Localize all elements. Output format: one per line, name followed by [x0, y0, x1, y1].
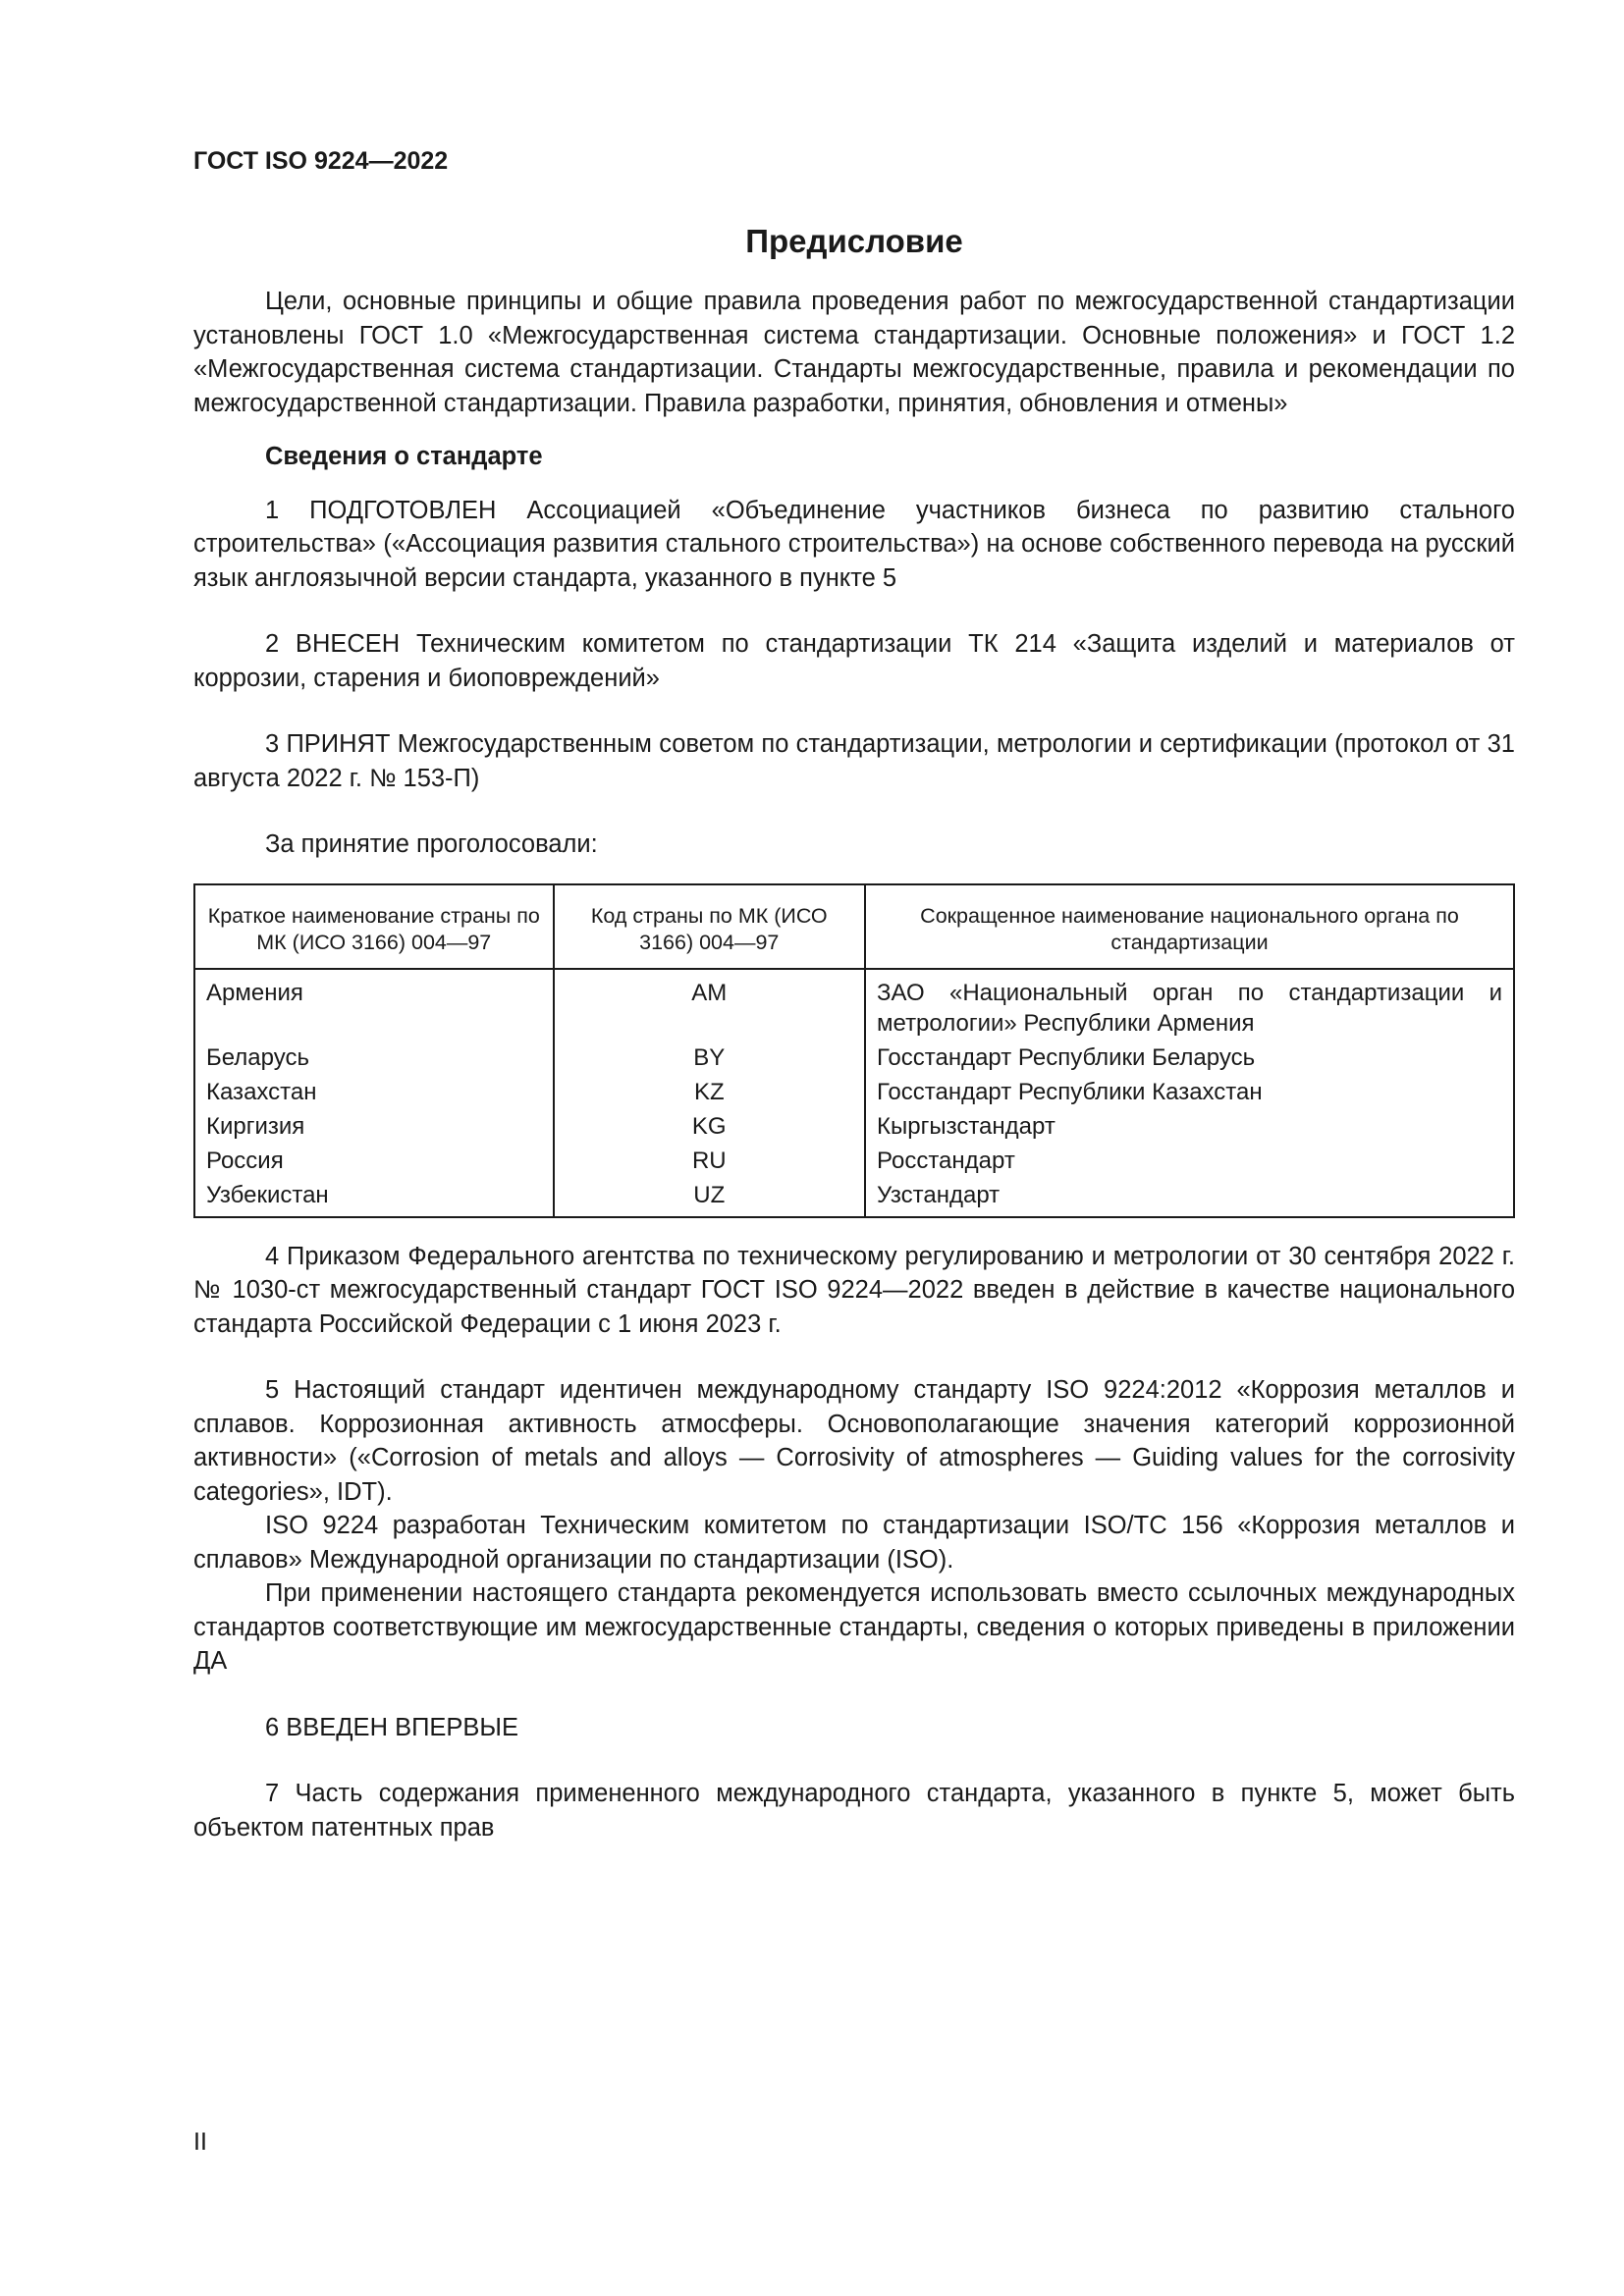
table-row — [194, 1041, 1514, 1075]
code-cell: KG — [554, 1109, 865, 1144]
organization-cell: ЗАО «Национальный орган по стандартизации и метрологии» Республики Армения — [865, 969, 1514, 1041]
table-row — [194, 1144, 1514, 1178]
country-cell: Узбекистан — [194, 1178, 554, 1217]
code-cell: AM — [554, 969, 865, 1041]
column-header-code: Код страны по МК (ИСО 3166) 004—97 — [554, 884, 865, 969]
code-cell: BY — [554, 1041, 865, 1075]
section-subheading: Сведения о стандарте — [265, 443, 543, 470]
code-cell: UZ — [554, 1178, 865, 1217]
code-cell: RU — [554, 1144, 865, 1178]
table-header-row — [194, 884, 1514, 969]
organization-cell: Госстандарт Республики Казахстан — [865, 1075, 1514, 1109]
table-row — [194, 1109, 1514, 1144]
document-header: ГОСТ ISO 9224—2022 — [193, 147, 449, 175]
country-cell: Беларусь — [194, 1041, 554, 1075]
vote-label: За принятие проголосовали: — [265, 830, 598, 858]
item-7-paragraph: 7 Часть содержания примененного международного стандарта, указанного в пункте 5, может быть объектом патентных прав — [193, 1780, 1515, 1842]
organization-cell: Госстандарт Республики Беларусь — [865, 1041, 1514, 1075]
column-header-organization: Сокращенное наименование национального органа по стандартизации — [865, 884, 1514, 969]
page-number: II — [193, 2128, 207, 2156]
page-content — [193, 285, 1515, 1844]
country-cell: Россия — [194, 1144, 554, 1178]
item-6-paragraph: 6 ВВЕДЕН ВПЕРВЫЕ — [265, 1713, 519, 1741]
country-cell: Киргизия — [194, 1109, 554, 1144]
table-row — [194, 1075, 1514, 1109]
intro-paragraph: Цели, основные принципы и общие правила проведения работ по межгосударственной стандартизации установлены ГОСТ 1.0 «Межгосударственная система стандартизации. Основные положения» и ГОСТ 1.2 «Межгосударственная система стандартизации. Стандарты межгосударственные, правила и рекомендации по межгосударственной стандартизации. Правила разработки, принятия, обновления и отмены» — [193, 288, 1515, 417]
organization-cell: Росстандарт — [865, 1144, 1514, 1178]
table-row — [194, 1178, 1514, 1217]
item-1-paragraph: 1 ПОДГОТОВЛЕН Ассоциацией «Объединение участников бизнеса по развитию стального строительства» («Ассоциация развития стального строительства») на основе собственного перевода на русский язык англоязычной версии стандарта, указанного в пункте 5 — [193, 496, 1515, 592]
item-3-paragraph: 3 ПРИНЯТ Межгосударственным советом по стандартизации, метрологии и сертификации (протокол от 31 августа 2022 г. № 153-П) — [193, 730, 1515, 792]
table-row — [194, 969, 1514, 1041]
country-cell: Казахстан — [194, 1075, 554, 1109]
organization-cell: Кыргызстандарт — [865, 1109, 1514, 1144]
item-4-paragraph: 4 Приказом Федерального агентства по техническому регулированию и метрологии от 30 сентября 2022 г. № 1030-ст межгосударственный стандарт ГОСТ ISO 9224—2022 введен в действие в качестве национального стандарта Российской Федерации с 1 июня 2023 г. — [193, 1242, 1515, 1338]
item-5-reference-paragraph: При применении настоящего стандарта рекомендуется использовать вместо ссылочных международных стандартов соответствующие им межгосударственные стандарты, сведения о которых приведены в приложении ДА — [193, 1579, 1515, 1675]
item-5-paragraph: 5 Настоящий стандарт идентичен международному стандарту ISO 9224:2012 «Коррозия металлов и сплавов. Коррозионная активность атмосферы. Основополагающие значения категорий коррозионной активности» («Corrosion of metals and alloys — Corrosivity of atmospheres — Guiding values for the corrosivity categories», IDT). — [193, 1376, 1515, 1506]
organization-cell: Узстандарт — [865, 1178, 1514, 1217]
item-5-iso-paragraph: ISO 9224 разработан Техническим комитетом по стандартизации ISO/TC 156 «Коррозия металлов и сплавов» Международной организации по стандартизации (ISO). — [193, 1512, 1515, 1574]
item-2-paragraph: 2 ВНЕСЕН Техническим комитетом по стандартизации ТК 214 «Защита изделий и материалов от коррозии, старения и биоповреждений» — [193, 630, 1515, 692]
country-cell: Армения — [194, 969, 554, 1041]
code-cell: KZ — [554, 1075, 865, 1109]
voting-countries-table — [193, 883, 1515, 1218]
column-header-country: Краткое наименование страны по МК (ИСО 3166) 004—97 — [194, 884, 554, 969]
page-title: Предисловие — [745, 223, 963, 259]
